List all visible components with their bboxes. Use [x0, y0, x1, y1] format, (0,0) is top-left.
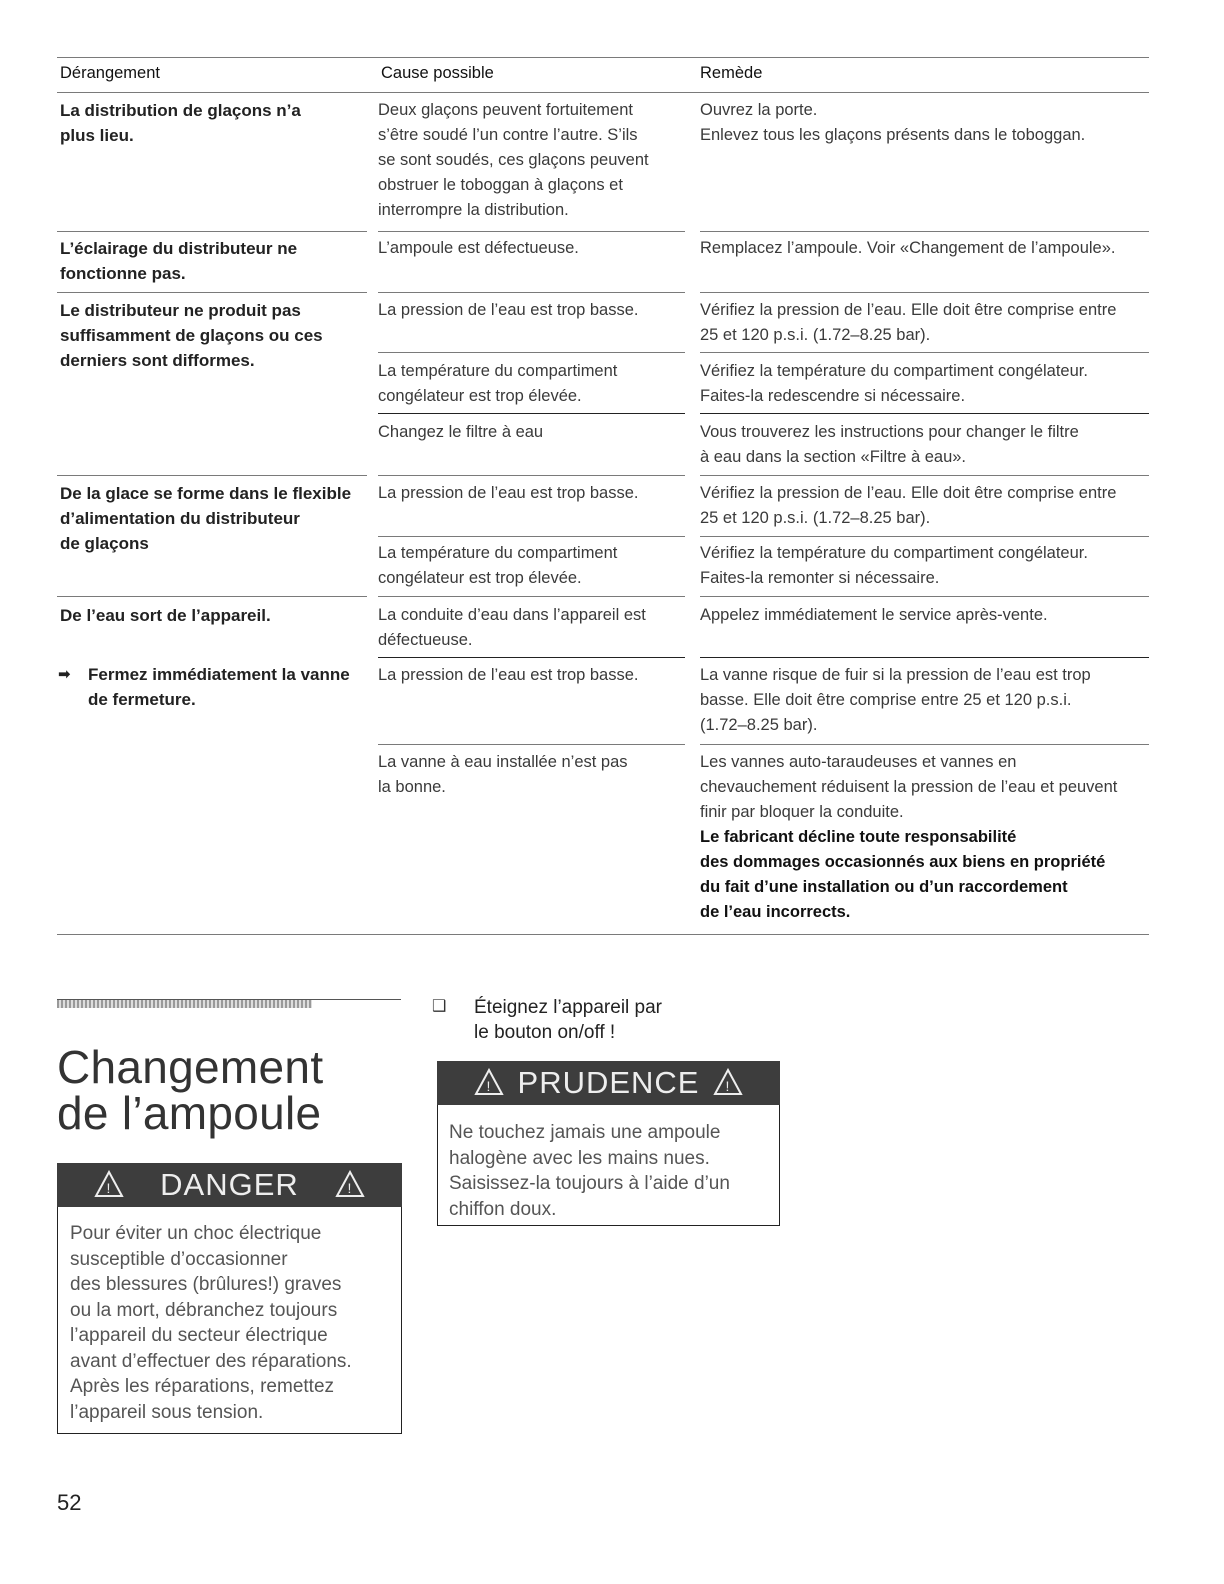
row1-rule-cause [378, 231, 685, 232]
danger-label: DANGER [160, 1167, 299, 1202]
danger-header [57, 1163, 402, 1207]
row3-remedy2: Vérifiez la température du compartiment congélateur. Faites-la redescendre si nécessaire. [700, 362, 1088, 405]
danger-text: Pour éviter un choc électrique susceptible d’occasionner des blessures (brûlures!) graves ou la mort, débranchez toujours l’appareil du secteur électrique avant d’effectuer des réparations. Après les réparations, remettez l’appareil sous tension. [70, 1223, 352, 1423]
row5-cause2: La pression de l’eau est trop basse. [378, 666, 639, 684]
row2-rule-remedy [700, 292, 1149, 293]
row3-sub2-rule-remedy [700, 413, 1149, 414]
svg-text:!: ! [486, 1077, 491, 1094]
row2-rule [57, 292, 367, 293]
row5-note: ➡ Fermez immédiatement la vanne de fermeture. [60, 662, 350, 712]
row4-rule [57, 596, 367, 597]
page-title: Changement de l’ampoule [57, 1041, 324, 1139]
step-checkbox: ❑ [432, 998, 447, 1015]
row3-cause3: Changez le filtre à eau [378, 423, 544, 441]
row1-problem: La distribution de glaçons n’a plus lieu. [60, 101, 301, 145]
row5-remedy3: Les vannes auto-taraudeuses et vannes en chevauchement réduisent la pression de l’eau et peuvent finir par bloquer la conduite. Le fabricant décline toute responsabilité des dommages occasionnés aux biens en propriété du fait d’une installation ou d’un raccordement de l’eau incorrects. [700, 753, 1118, 921]
row5-sub1-rule-remedy [700, 657, 1149, 658]
warning-triangle-icon [474, 1068, 504, 1096]
row3-cause1: La pression de l’eau est trop basse. [378, 301, 639, 319]
table-top-rule [57, 57, 1149, 58]
row3-cause2: La température du compartiment congélateur est trop élevée. [378, 362, 618, 405]
arrow-icon: ➡ [58, 666, 71, 683]
caution-text: Ne touchez jamais une ampoule halogène avec les mains nues. Saisissez-la toujours à l’aide d’un chiffon doux. [449, 1122, 730, 1220]
header-cause: Cause possible [381, 64, 494, 82]
row5-sub2-rule-remedy [700, 744, 1149, 745]
row2-problem: L’éclairage du distributeur ne fonctionne pas. [60, 239, 298, 283]
caution-label: PRUDENCE [517, 1065, 700, 1100]
row1-remedy: Ouvrez la porte. Enlevez tous les glaçons présents dans le toboggan. [700, 101, 1086, 144]
row4-remedy1: Vérifiez la pression de l’eau. Elle doit être comprise entre 25 et 120 p.s.i. (1.72–8.25 bar). [700, 484, 1117, 527]
row5-remedy2: La vanne risque de fuir si la pression de l’eau est trop basse. Elle doit être comprise entre 25 et 120 p.s.i. (1.72–8.25 bar). [700, 666, 1091, 734]
page-number: 52 [57, 1490, 82, 1515]
row5-cause3: La vanne à eau installée n’est pas la bonne. [378, 753, 628, 796]
row4-problem: De la glace se forme dans le flexible d’alimentation du distributeur de glaçons [60, 484, 352, 553]
row3-rule-cause [378, 475, 685, 476]
row5-cause1: La conduite d’eau dans l’appareil est défectueuse. [378, 606, 646, 649]
warning-triangle-icon [94, 1170, 124, 1198]
row5-sub2-rule-cause [378, 744, 685, 745]
step-text: Éteignez l’appareil par le bouton on/off ! [474, 997, 663, 1043]
row1-rule-remedy [700, 231, 1149, 232]
row3-sub2-rule-cause [378, 413, 685, 414]
row3-problem: Le distributeur ne produit pas suffisamment de glaçons ou ces derniers sont difformes. [60, 301, 323, 370]
table-bottom-rule [57, 934, 1149, 935]
header-derangement: Dérangement [60, 64, 160, 82]
section-rule [57, 999, 401, 1000]
caution-header [437, 1061, 780, 1105]
svg-text:!: ! [726, 1077, 731, 1094]
row2-cause: L’ampoule est défectueuse. [378, 239, 579, 257]
row4-remedy2: Vérifiez la température du compartiment congélateur. Faites-la remonter si nécessaire. [700, 544, 1088, 587]
svg-text:!: ! [106, 1179, 112, 1196]
row3-rule-remedy [700, 475, 1149, 476]
row1-cause: Deux glaçons peuvent fortuitement s’être soudé l’un contre l’autre. S’ils se sont soudés, ces glaçons peuvent obstruer le toboggan à glaçons et interrompre la distribution. [378, 101, 649, 219]
row3-remedy3: Vous trouverez les instructions pour changer le filtre à eau dans la section «Filtre à eau». [700, 423, 1079, 466]
warning-triangle-icon [335, 1170, 365, 1198]
row3-sub1-rule-cause [378, 352, 685, 353]
row4-cause2: La température du compartiment congélateur est trop élevée. [378, 544, 618, 587]
row5-problem: De l’eau sort de l’appareil. [60, 606, 271, 625]
header-remede: Remède [700, 64, 763, 82]
row3-rule [57, 475, 367, 476]
row5-remedy1: Appelez immédiatement le service après-vente. [700, 606, 1048, 624]
svg-text:!: ! [347, 1179, 353, 1196]
row2-remedy: Remplacez l’ampoule. Voir «Changement de l’ampoule». [700, 239, 1116, 257]
row4-rule-cause [378, 596, 685, 597]
row5-sub1-rule-cause [378, 657, 685, 658]
row4-cause1: La pression de l’eau est trop basse. [378, 484, 639, 502]
row1-rule [57, 231, 367, 232]
row4-sub1-rule-cause [378, 536, 685, 537]
warning-triangle-icon [713, 1068, 743, 1096]
caution-box [437, 1105, 780, 1226]
row4-sub1-rule-remedy [700, 536, 1149, 537]
danger-box [57, 1207, 402, 1434]
row3-remedy1: Vérifiez la pression de l’eau. Elle doit être comprise entre 25 et 120 p.s.i. (1.72–8.25 bar). [700, 301, 1117, 344]
row3-sub1-rule-remedy [700, 352, 1149, 353]
header-rule [57, 92, 1149, 93]
row2-rule-cause [378, 292, 685, 293]
section-stripe [57, 1000, 312, 1008]
row4-rule-remedy [700, 596, 1149, 597]
